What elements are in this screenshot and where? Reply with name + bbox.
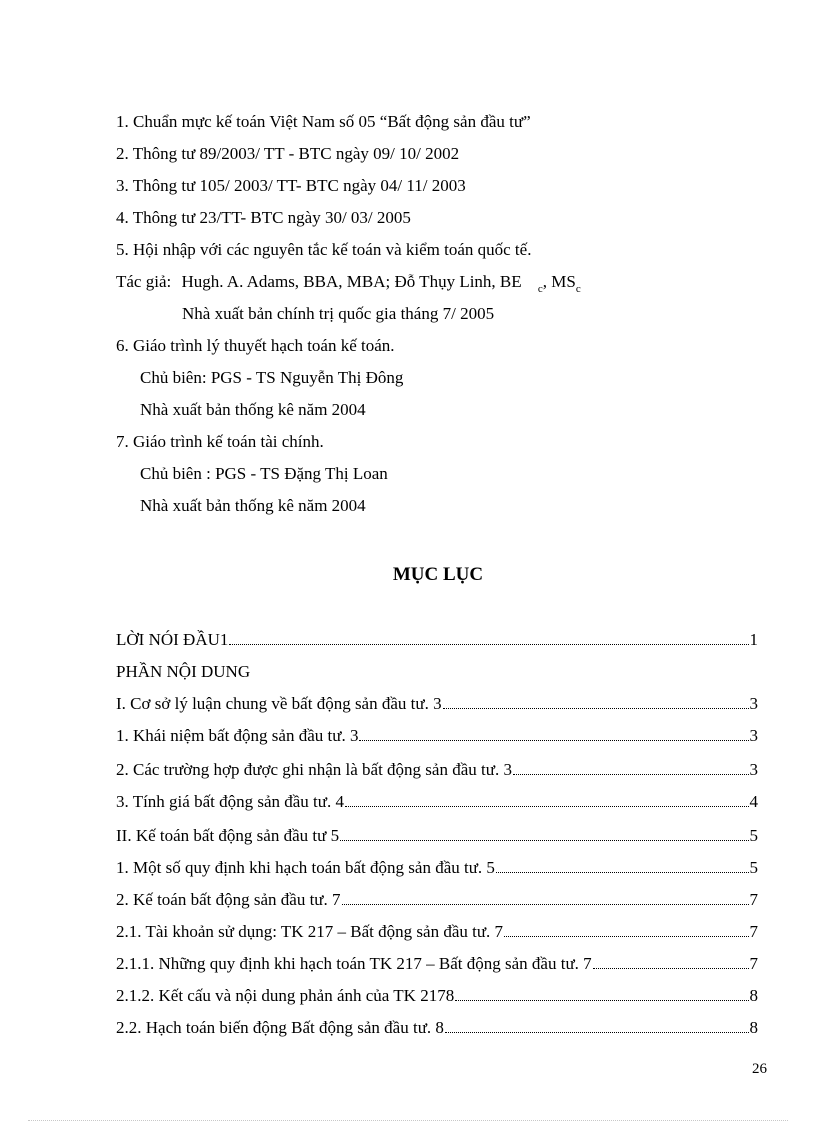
toc-entry[interactable] [116, 694, 758, 714]
reference-2: 2. Thông tư 89/2003/ TT - BTC ngày 09/ 10/ 2002 [116, 144, 460, 163]
reference-5-publisher: Nhà xuất bản chính trị quốc gia tháng 7/ 2005 [182, 304, 495, 323]
author-label: Tác giả: [116, 272, 172, 291]
toc-entry-text: 2. Các trường hợp được ghi nhận là bất động sản đầu tư. 3 [116, 760, 512, 779]
toc-entry[interactable] [116, 954, 758, 974]
reference-5-author-line [116, 272, 581, 294]
toc-leader [342, 890, 749, 905]
reference-4: 4. Thông tư 23/TT- BTC ngày 30/ 03/ 2005 [116, 208, 411, 227]
toc-leader [455, 986, 748, 1001]
toc-leader [229, 630, 748, 645]
toc-entry-page: 3 [749, 694, 758, 713]
author-subscript-1: c [537, 283, 543, 295]
reference-5: 5. Hội nhập với các nguyên tắc kế toán và kiểm toán quốc tế. [116, 240, 532, 259]
toc-entry[interactable] [116, 890, 758, 910]
toc-entry-page: 3 [749, 760, 758, 779]
toc-leader [445, 1018, 749, 1033]
toc-title: MỤC LỤC [392, 564, 484, 585]
toc-entry-text: 1. Khái niệm bất động sản đầu tư. 3 [116, 726, 359, 745]
toc-entry-page: 5 [749, 826, 758, 845]
toc-entry-page: 1 [749, 630, 758, 649]
author-names: Hugh. A. Adams, BBA, MBA; Đỗ Thụy Linh, BE [181, 272, 522, 291]
toc-entry-page: 4 [749, 792, 758, 811]
toc-entry-text: 2.1.2. Kết cấu và nội dung phản ánh của TK 2178 [116, 986, 455, 1005]
toc-entry-text: I. Cơ sở lý luận chung về bất động sản đầu tư. 3 [116, 694, 442, 713]
toc-entry-text: 2.2. Hạch toán biến động Bất động sản đầu tư. 8 [116, 1018, 444, 1037]
toc-section-heading: PHẦN NỘI DUNG [116, 662, 251, 681]
toc-leader [504, 922, 748, 937]
toc-entry[interactable] [116, 922, 758, 942]
toc-entry-page: 7 [749, 890, 758, 909]
toc-entry[interactable] [116, 826, 758, 846]
toc-leader [359, 726, 748, 741]
reference-1: 1. Chuẩn mực kế toán Việt Nam số 05 “Bất động sản đầu tư” [116, 112, 531, 131]
toc-entry-page: 7 [749, 954, 758, 973]
toc-entry-page: 8 [749, 1018, 758, 1037]
toc-entry-text: II. Kế toán bất động sản đầu tư 5 [116, 826, 340, 845]
footer-divider [28, 1120, 788, 1121]
toc-entry[interactable] [116, 858, 758, 878]
toc-entry-text: 2.1.1. Những quy định khi hạch toán TK 217 – Bất động sản đầu tư. 7 [116, 954, 592, 973]
reference-6-editor: Chủ biên: PGS - TS Nguyễn Thị Đông [140, 368, 404, 387]
reference-7: 7. Giáo trình kế toán tài chính. [116, 432, 324, 451]
toc-entry-text: 2. Kế toán bất động sản đầu tư. 7 [116, 890, 341, 909]
toc-leader [496, 858, 749, 873]
toc-leader [593, 954, 749, 969]
toc-entry-page: 3 [749, 726, 758, 745]
toc-entry[interactable] [116, 760, 758, 780]
toc-entry-text: 2.1. Tài khoản sử dụng: TK 217 – Bất động sản đầu tư. 7 [116, 922, 504, 941]
toc-entry[interactable] [116, 792, 758, 812]
toc-entry-page: 8 [749, 986, 758, 1005]
toc-entry[interactable] [116, 986, 758, 1006]
author-ms: , MS [542, 272, 576, 291]
reference-7-editor: Chủ biên : PGS - TS Đặng Thị Loan [140, 464, 388, 483]
reference-6: 6. Giáo trình lý thuyết hạch toán kế toán. [116, 336, 395, 355]
toc-leader [345, 792, 749, 807]
toc-entry[interactable] [116, 726, 758, 746]
toc-leader [340, 826, 748, 841]
toc-leader [443, 694, 749, 709]
toc-entry-text: 1. Một số quy định khi hạch toán bất động sản đầu tư. 5 [116, 858, 495, 877]
toc-entry-text: LỜI NÓI ĐẦU1 [116, 630, 229, 649]
toc-entry[interactable] [116, 1018, 758, 1038]
reference-3: 3. Thông tư 105/ 2003/ TT- BTC ngày 04/ 11/ 2003 [116, 176, 466, 195]
toc-entry-page: 5 [749, 858, 758, 877]
reference-6-publisher: Nhà xuất bản thống kê năm 2004 [140, 400, 366, 419]
toc-entry-text: 3. Tính giá bất động sản đầu tư. 4 [116, 792, 344, 811]
page-number: 26 [752, 1061, 767, 1077]
toc-entry[interactable] [116, 630, 758, 650]
toc-leader [513, 760, 749, 775]
author-subscript-2: c [575, 283, 581, 295]
reference-7-publisher: Nhà xuất bản thống kê năm 2004 [140, 496, 366, 515]
toc-entry-page: 7 [749, 922, 758, 941]
